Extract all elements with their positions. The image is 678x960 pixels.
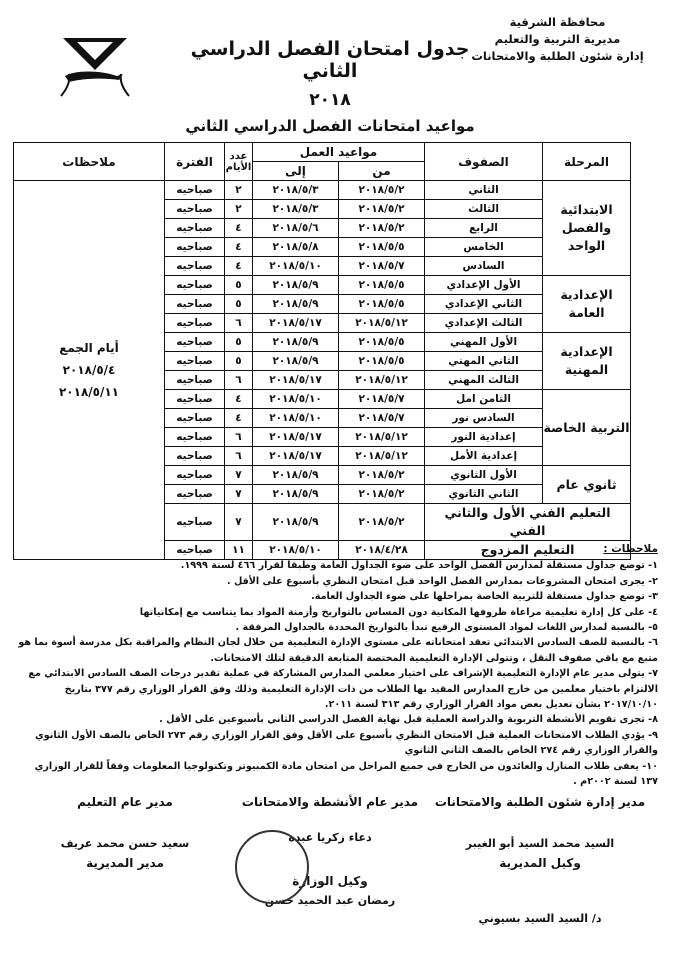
- grade-cell: الرابع: [425, 219, 543, 238]
- from-cell: ٢٠١٨/٥/٢: [339, 504, 425, 541]
- notes-cell: [14, 181, 165, 560]
- days-cell: ٧: [225, 466, 253, 485]
- header-grades: الصفوف: [425, 143, 543, 181]
- header-period: الفترة: [165, 143, 225, 181]
- period-cell: صباحيه: [165, 504, 225, 541]
- from-cell: ٢٠١٨/٥/١٢: [339, 447, 425, 466]
- from-cell: ٢٠١٨/٥/١٢: [339, 314, 425, 333]
- period-cell: صباحيه: [165, 295, 225, 314]
- signature-title: مدير عام الأنشطة والامتحانات: [241, 795, 419, 809]
- to-cell: ٢٠١٨/٥/١٧: [253, 371, 339, 390]
- period-cell: صباحيه: [165, 333, 225, 352]
- org-line-directorate: مديرية التربية والتعليم: [494, 32, 621, 46]
- from-cell: ٢٠١٨/٥/١٢: [339, 428, 425, 447]
- grade-cell: إعدادية النور: [425, 428, 543, 447]
- stage-cell: ثانوي عام: [543, 466, 631, 504]
- note-item: ٥- بالنسبة لمدارس اللغات لمواد المستوى الرفيع تبدأ بالتواريخ المحددة بالجداول المرفقة .: [235, 622, 658, 634]
- to-cell: ٢٠١٨/٥/٦: [253, 219, 339, 238]
- grade-cell: الثاني: [425, 181, 543, 200]
- org-line-department: إدارة شئون الطلبة والامتحانات: [471, 49, 644, 63]
- notes-section: [18, 542, 658, 790]
- period-cell: صباحيه: [165, 428, 225, 447]
- grade-cell: الثاني المهني: [425, 352, 543, 371]
- to-cell: ٢٠١٨/٥/٩: [253, 333, 339, 352]
- from-cell: ٢٠١٨/٥/٢: [339, 181, 425, 200]
- signature-title: وكيل المديرية: [499, 856, 581, 870]
- note-item: ٧- يتولى مدير عام الإدارة التعليمية الإشراف على اختيار معلمي المدارس المشاركة في عملية تقدير درجات الصف السادس الابتدائي مع الالتزام باختيار معلمين من خارج المدارس المقيد بها الطلاب من ذات الإدارة التعليمية وذلك وفق القرار الوزاري رقم ٣٧٧ بتاريخ ٢٠١٧/١٠/١٠ بشأن تعديل بعض مواد القرار الوزاري رقم ٣١٣ لسنة ٢٠١١.: [28, 668, 658, 711]
- period-cell: صباحيه: [165, 314, 225, 333]
- grade-cell: الخامس: [425, 238, 543, 257]
- signature-name: السيد محمد السيد أبو الغيبر: [465, 837, 615, 850]
- to-cell: ٢٠١٨/٥/١٠: [253, 541, 339, 560]
- period-cell: صباحيه: [165, 276, 225, 295]
- period-cell: صباحيه: [165, 352, 225, 371]
- grade-cell: الأول الثانوي: [425, 466, 543, 485]
- grade-cell: الأول المهني: [425, 333, 543, 352]
- title-block: [180, 38, 480, 110]
- signatures-section: [20, 795, 660, 955]
- signature-block-education: [40, 795, 210, 870]
- header-stage: المرحلة: [543, 143, 631, 181]
- table-subtitle: مواعيد امتحانات الفصل الدراسي الثاني: [185, 117, 475, 135]
- signature-name: سعيد حسن محمد عريف: [60, 837, 190, 850]
- period-cell: صباحيه: [165, 390, 225, 409]
- from-cell: ٢٠١٨/٥/٧: [339, 257, 425, 276]
- days-cell: ٥: [225, 333, 253, 352]
- stage-cell: التعليم الفني الأول والثاني الفني: [425, 504, 631, 541]
- note-item: ٣- توضع جداول مستقلة للتربية الخاصة بمراحلها على ضوء الجداول العامة.: [311, 591, 658, 603]
- to-cell: ٢٠١٨/٥/٩: [253, 276, 339, 295]
- grade-cell: الثالث: [425, 200, 543, 219]
- days-cell: ٦: [225, 314, 253, 333]
- period-cell: صباحيه: [165, 257, 225, 276]
- to-cell: ٢٠١٨/٥/١٠: [253, 409, 339, 428]
- from-cell: ٢٠١٨/٥/٥: [339, 238, 425, 257]
- header-days: عدد الأيام: [225, 143, 253, 181]
- exam-schedule-table: [13, 142, 631, 560]
- grade-cell: الثاني الثانوي: [425, 485, 543, 504]
- period-cell: صباحيه: [165, 409, 225, 428]
- grade-cell: الثاني الإعدادي: [425, 295, 543, 314]
- stage-cell: التعليم المزدوج: [425, 541, 631, 560]
- friday-date-1: ٢٠١٨/٥/٤: [62, 363, 116, 377]
- days-cell: ٤: [225, 390, 253, 409]
- period-cell: صباحيه: [165, 466, 225, 485]
- from-cell: ٢٠١٨/٥/٢: [339, 485, 425, 504]
- notes-title: ملاحظات :: [603, 543, 658, 555]
- table-header-row: [14, 143, 631, 162]
- friday-date-2: ٢٠١٨/٥/١١: [58, 385, 120, 399]
- signature-name: رمضان عبد الحميد حسن: [264, 894, 396, 907]
- from-cell: ٢٠١٨/٥/٢: [339, 219, 425, 238]
- org-header: [455, 14, 660, 65]
- to-cell: ٢٠١٨/٥/١٠: [253, 257, 339, 276]
- page-year: ٢٠١٨: [309, 90, 351, 110]
- header-notes: ملاحظات: [14, 143, 165, 181]
- days-cell: ٦: [225, 428, 253, 447]
- org-line-governorate: محافظة الشرقية: [509, 15, 606, 29]
- from-cell: ٢٠١٨/٥/٥: [339, 352, 425, 371]
- from-cell: ٢٠١٨/٥/٢: [339, 466, 425, 485]
- signature-name: د/ السيد السيد بسيوني: [478, 912, 602, 925]
- note-item: ٨- تجرى تقويم الأنشطة التربوية والدراسة العملية قبل نهاية الفصل الدراسي الثاني بأسبوعين على الأقل .: [159, 714, 658, 726]
- period-cell: صباحيه: [165, 485, 225, 504]
- to-cell: ٢٠١٨/٥/٩: [253, 295, 339, 314]
- stage-cell: الإعدادية المهنية: [543, 333, 631, 390]
- ministry-logo-icon: [55, 36, 135, 106]
- signature-title: مدير إدارة شئون الطلبة والامتحانات: [434, 795, 646, 809]
- to-cell: ٢٠١٨/٥/١٧: [253, 314, 339, 333]
- to-cell: ٢٠١٨/٥/١٧: [253, 447, 339, 466]
- days-cell: ٧: [225, 504, 253, 541]
- stage-cell: الابتدائية والفصل الواحد: [543, 181, 631, 276]
- note-item: ١- توضع جداول مستقلة لمدارس الفصل الواحد على ضوء الجداول العامة وطبقا لقرار ٤٦٦ لسنة ١٩٩٩.: [180, 560, 658, 572]
- to-cell: ٢٠١٨/٥/٩: [253, 466, 339, 485]
- official-stamp-icon: [235, 830, 309, 904]
- period-cell: صباحيه: [165, 219, 225, 238]
- days-cell: ٤: [225, 409, 253, 428]
- period-cell: صباحيه: [165, 181, 225, 200]
- from-cell: ٢٠١٨/٥/٥: [339, 276, 425, 295]
- grade-cell: الثالث المهني: [425, 371, 543, 390]
- signature-block-student-affairs: [430, 795, 650, 925]
- signature-title: مدير عام التعليم: [77, 795, 173, 809]
- note-item: ٩- يؤدي الطلاب الامتحانات العملية قبل الامتحان النظري بأسبوع على الأقل وفق القرار الوزاري رقم ٢٧٣ الخاص بالصف الأول الثانوي والقرار الوزاري رقم ٢٧٤ الخاص بالصف الثاني الثانوي: [34, 729, 658, 757]
- days-cell: ٤: [225, 219, 253, 238]
- page-title: جدول امتحان الفصل الدراسي الثاني: [190, 38, 470, 82]
- from-cell: ٢٠١٨/٤/٢٨: [339, 541, 425, 560]
- header-schedule: مواعيد العمل: [253, 143, 425, 162]
- grade-cell: السادس نور: [425, 409, 543, 428]
- note-item: ٢- يجرى امتحان المشروعات بمدارس الفصل الواحد قبل امتحان النظري بأسبوع على الأقل .: [226, 575, 658, 587]
- stage-cell: الإعدادية العامة: [543, 276, 631, 333]
- to-cell: ٢٠١٨/٥/١٧: [253, 428, 339, 447]
- days-cell: ٥: [225, 295, 253, 314]
- from-cell: ٢٠١٨/٥/٥: [339, 333, 425, 352]
- period-cell: صباحيه: [165, 200, 225, 219]
- days-cell: ١١: [225, 541, 253, 560]
- days-cell: ٤: [225, 238, 253, 257]
- note-item: ٤- على كل إدارة تعليمية مراعاة ظروفها المكانية دون المساس بالتواريخ وأزمنة المواد بما يتناسب مع إمكانياتها: [139, 606, 658, 618]
- grade-cell: الثامن امل: [425, 390, 543, 409]
- signature-title: مدير المديرية: [86, 856, 164, 870]
- days-cell: ٢: [225, 181, 253, 200]
- days-cell: ٧: [225, 485, 253, 504]
- stage-cell: التربية الخاصة: [543, 390, 631, 466]
- days-cell: ٢: [225, 200, 253, 219]
- signature-name: دعاء زكريا عبده: [288, 831, 372, 844]
- note-item: ١٠- يعفى طلاب المنازل والعائدون من الخارج في جميع المراحل من امتحان مادة الكمبيوتر وتكنولوجيا المعلومات وفقاً للقرار الوزاري ١٣٧ لسنة ٢٠٠٢م .: [34, 760, 658, 788]
- grade-cell: السادس: [425, 257, 543, 276]
- header-to: إلى: [253, 162, 339, 181]
- to-cell: ٢٠١٨/٥/٨: [253, 238, 339, 257]
- from-cell: ٢٠١٨/٥/٥: [339, 295, 425, 314]
- period-cell: صباحيه: [165, 447, 225, 466]
- from-cell: ٢٠١٨/٥/٢: [339, 200, 425, 219]
- period-cell: صباحيه: [165, 371, 225, 390]
- from-cell: ٢٠١٨/٥/٧: [339, 409, 425, 428]
- days-cell: ٤: [225, 257, 253, 276]
- days-cell: ٦: [225, 371, 253, 390]
- days-cell: ٥: [225, 276, 253, 295]
- to-cell: ٢٠١٨/٥/٩: [253, 352, 339, 371]
- period-cell: صباحيه: [165, 238, 225, 257]
- to-cell: ٢٠١٨/٥/٩: [253, 485, 339, 504]
- note-item: ٦- بالنسبة للصف السادس الابتدائي تعقد امتحاناته على مستوى الإدارة التعليمية من خلال لجان النظام والمراقبة بكل مدرسة أسوة بما هو متبع مع باقي صفوف النقل ، وتتولى الإدارة التعليمية المختصة المتابعة الدقيقة لتلك الامتحانات.: [18, 637, 658, 664]
- from-cell: ٢٠١٨/٥/١٢: [339, 371, 425, 390]
- to-cell: ٢٠١٨/٥/٩: [253, 504, 339, 541]
- to-cell: ٢٠١٨/٥/٣: [253, 200, 339, 219]
- days-cell: ٦: [225, 447, 253, 466]
- signature-title: وكيل الوزارة: [292, 874, 368, 888]
- days-cell: ٥: [225, 352, 253, 371]
- grade-cell: إعدادية الأمل: [425, 447, 543, 466]
- grade-cell: الثالث الإعدادي: [425, 314, 543, 333]
- header-from: من: [339, 162, 425, 181]
- to-cell: ٢٠١٨/٥/١٠: [253, 390, 339, 409]
- table-row: [14, 181, 631, 200]
- to-cell: ٢٠١٨/٥/٣: [253, 181, 339, 200]
- from-cell: ٢٠١٨/٥/٧: [339, 390, 425, 409]
- period-cell: صباحيه: [165, 541, 225, 560]
- friday-holiday-label: أيام الجمع: [59, 341, 119, 355]
- grade-cell: الأول الإعدادي: [425, 276, 543, 295]
